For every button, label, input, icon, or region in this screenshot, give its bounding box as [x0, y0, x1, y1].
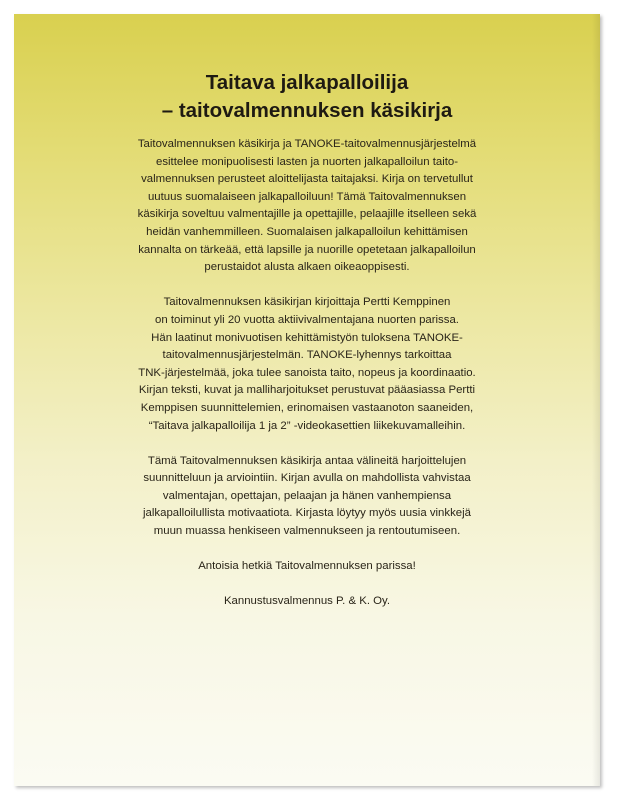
book-back-cover [14, 14, 600, 786]
blurb-closing-line: Antoisia hetkiä Taitovalmennuksen parissa! [198, 560, 416, 573]
title-line-2: – taitovalmennuksen käsikirja [161, 99, 453, 122]
cover-edge-shadow [592, 14, 600, 786]
blurb-paragraph-intro: Taitovalmennuksen käsikirja ja TANOKE-taitovalmennusjärjestelmä esittelee monipuolisesti lasten ja nuorten jalkapalloilun taito- valmennuksen perusteet aloittelijasta taitajaksi. Kirja on tervetullut uutuus suomalaiseen jalkapalloiluun! Tämä Taitovalmennuksen käsikirja soveltuu valmentajille ja opettajille, pelaajille itselleen sekä heidän vanhemmilleen. Suomalaisen jalkapalloilun kehittämisen kannalta on tärkeää, että lapsille ja nuorille opetetaan jalkapalloilun perustaidot alusta alkaen oikeaoppisesti. [137, 138, 477, 274]
blurb-text [114, 136, 500, 629]
book-title [14, 69, 600, 125]
title-line-1: Taitava jalkapalloilija [205, 71, 409, 94]
blurb-paragraph-author: Taitovalmennuksen käsikirjan kirjoittaja Pertti Kemppinen on toiminut yli 20 vuotta aktiivivalmentajana nuorten parissa. Hän laatinut monivuotisen kehittämistyön tuloksena TANOKE- taitovalmennusjärjestelmän. TANOKE-lyhennys tarkoittaa TNK-järjestelmää, joka tulee sanoista taito, nopeus ja koordinaatio. Kirjan teksti, kuvat ja malliharjoitukset perustuvat pääasiassa Pertti Kemppisen suunnittelemien, erinomaisen vastaanoton saaneiden, “Taitava jalkapalloilija 1 ja 2” -videokasettien liikekuvamalleihin. [138, 296, 476, 432]
blurb-paragraph-purpose: Tämä Taitovalmennuksen käsikirja antaa välineitä harjoittelujen suunnitteluun ja arviointiin. Kirjan avulla on mahdollista vahvistaa valmentajan, opettajan, pelaajan ja hänen vanhempiensa jalkapalloilullista motivaatiota. Kirjasta löytyy myös uusia vinkkejä muun muassa henkiseen valmennukseen ja rentoutumiseen. [143, 454, 471, 538]
publisher-name: Kannustusvalmennus P. & K. Oy. [223, 595, 391, 608]
